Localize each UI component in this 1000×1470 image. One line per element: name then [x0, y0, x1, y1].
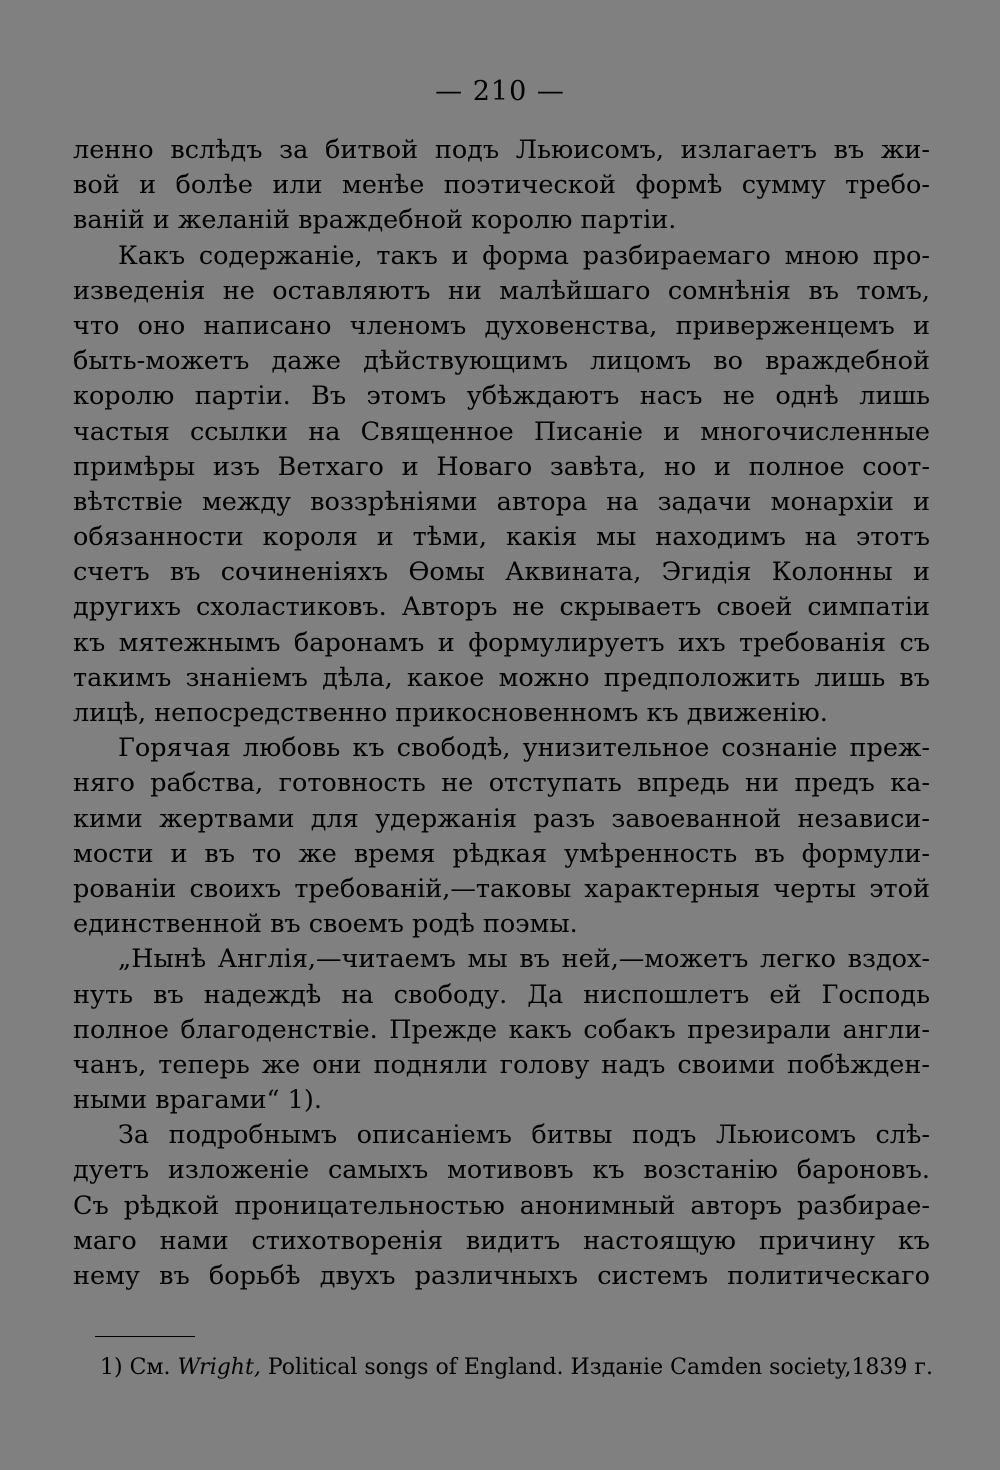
footnote-author: Wright,	[177, 1355, 261, 1380]
text-line: За подробнымъ описаніемъ битвы подъ Льюисомъ слѣ-	[118, 1120, 930, 1151]
text-line: примѣры изъ Ветхаго и Новаго завѣта, но и полное соот-	[73, 451, 930, 482]
text-line: рованіи своихъ требованій,—таковы характерныя черты этой	[73, 873, 930, 904]
text-line: „Нынѣ Англія,—читаемъ мы въ ней,—можетъ легко вздох-	[118, 944, 930, 975]
paragraph-5	[73, 1118, 930, 1294]
text-line: полное благоденствіе. Прежде какъ собакъ презирали англи-	[73, 1014, 930, 1045]
text-line: быть-можетъ даже дѣйствующимъ лицомъ во враждебной	[73, 346, 930, 377]
paragraph-1	[73, 133, 930, 239]
page-number: — 210 —	[435, 76, 565, 107]
text-line: королю партіи. Въ этомъ убѣждаютъ насъ не однѣ лишь	[73, 381, 930, 412]
text-line: Горячая любовь къ свободѣ, унизительное сознаніе преж-	[118, 733, 930, 764]
text-line: кими жертвами для удержанія разъ завоеванной независи-	[73, 803, 930, 834]
text-line: мости и въ то же время рѣдкая умѣренность въ формули-	[73, 838, 930, 869]
text-line: обязанности короля и тѣми, какія мы находимъ на этотъ	[73, 522, 930, 553]
text-line: ленно вслѣдъ за битвой подъ Льюисомъ, излагаетъ въ жи-	[73, 135, 930, 165]
text-line: другихъ схоластиковъ. Авторъ не скрываетъ своей симпатіи	[73, 592, 930, 623]
text-line: Какъ содержаніе, такъ и форма разбираемаго мною про-	[118, 240, 930, 271]
footnote	[100, 1353, 933, 1383]
text-line: частыя ссылки на Священное Писаніе и многочисленные	[73, 416, 930, 447]
body-text	[73, 133, 930, 1294]
text-line: къ мятежнымъ баронамъ и формулируетъ ихъ требованія съ	[73, 627, 930, 658]
text-line: ваній и желаній враждебной королю партіи.	[73, 205, 677, 236]
text-line: ными врагами“ 1).	[73, 1085, 322, 1116]
text-line: маго нами стихотворенія видитъ настоящую причину къ	[73, 1225, 930, 1256]
text-line: няго рабства, готовность не отступать впредь ни предъ ка-	[73, 768, 930, 799]
text-line: вѣтствіе между воззрѣніями автора на задачи монархіи и	[73, 486, 930, 517]
footnote-abbr: См.	[129, 1355, 171, 1380]
text-line: нуть въ надеждѣ на свободу. Да ниспошлетъ ей Господь	[73, 979, 930, 1010]
text-line: дуетъ изложеніе самыхъ мотивовъ къ возстанію бароновъ.	[73, 1155, 930, 1186]
footnote-divider	[95, 1336, 195, 1337]
footnote-marker: 1)	[100, 1355, 123, 1380]
text-line: единственной въ своемъ родѣ поэмы.	[73, 909, 578, 940]
footnote-rest: Изданіе Camden society,1839 г.	[570, 1355, 933, 1380]
text-line: что оно написано членомъ духовенства, приверженцемъ и	[73, 310, 930, 341]
footnote-title: Political songs of England.	[267, 1355, 564, 1380]
text-line: изведенія не оставляютъ ни малѣйшаго сомнѣнія въ томъ,	[73, 275, 930, 306]
text-line: нему въ борьбѣ двухъ различныхъ системъ политическаго	[73, 1261, 930, 1291]
text-line: Съ рѣдкой проницательностью анонимный авторъ разбирае-	[73, 1190, 930, 1221]
text-line: такимъ знаніемъ дѣла, какое можно предположить лишь въ	[73, 662, 930, 693]
text-line: счетъ въ сочиненіяхъ Ѳомы Аквината, Эгидія Колонны и	[73, 557, 930, 588]
text-line: лицѣ, непосредственно прикосновенномъ къ движенію.	[73, 698, 828, 728]
paragraph-3	[73, 731, 930, 942]
text-line: вой и болѣе или менѣе поэтической формѣ сумму требо-	[73, 170, 930, 201]
text-line: чанъ, теперь же они подняли голову надъ своими побѣжден-	[73, 1049, 930, 1080]
paragraph-2	[73, 239, 930, 732]
paragraph-4	[73, 942, 930, 1118]
